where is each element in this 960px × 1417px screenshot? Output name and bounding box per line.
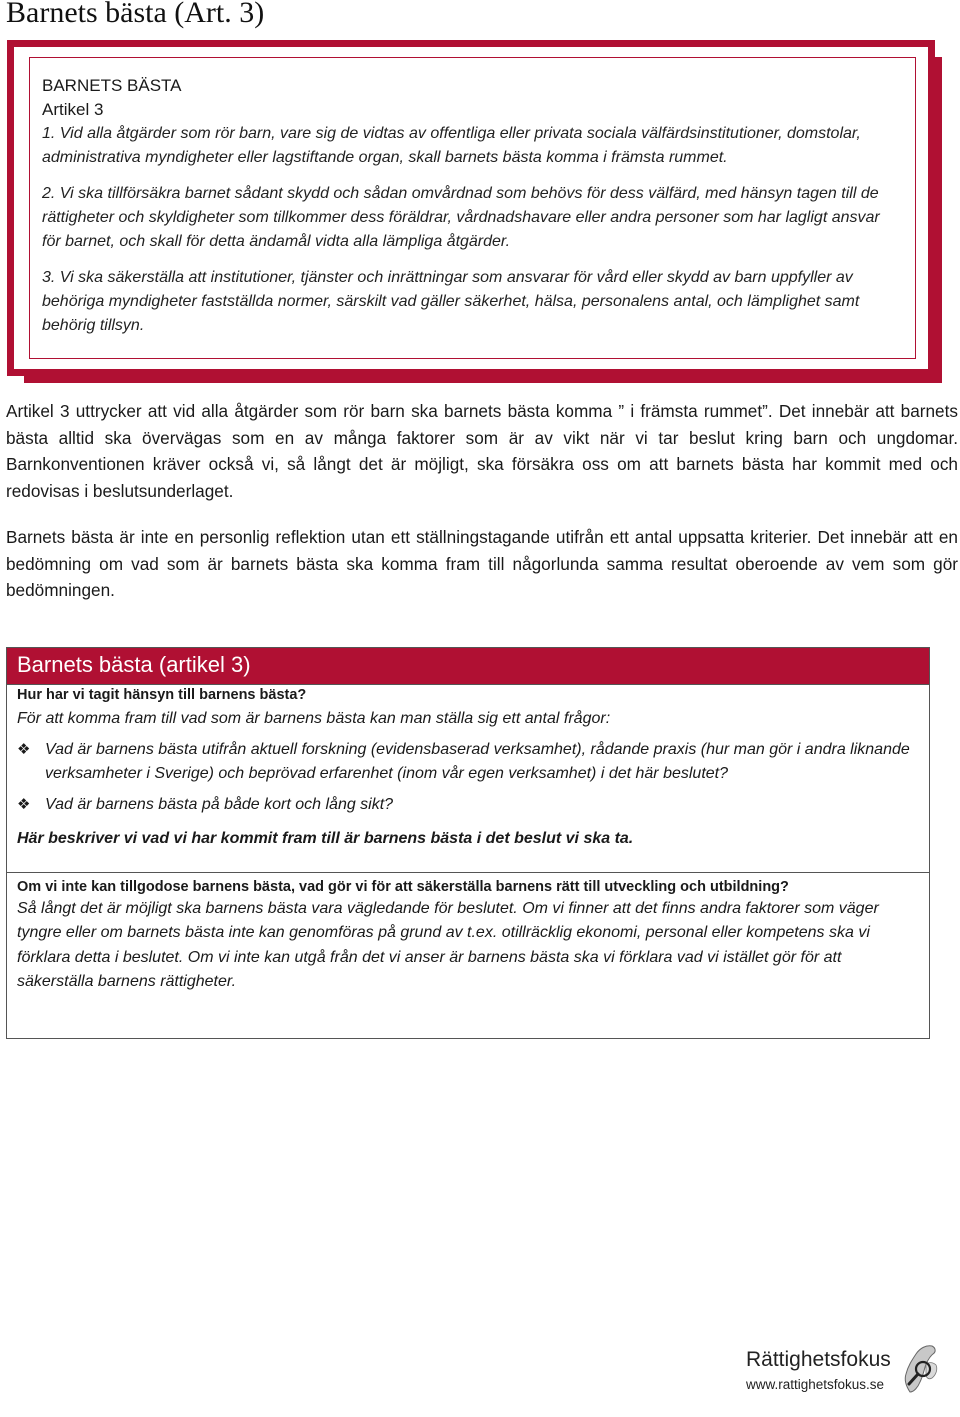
diamond-bullet-icon: ❖ xyxy=(17,795,31,813)
form-box xyxy=(6,647,930,1039)
page-title: Barnets bästa (Art. 3) xyxy=(6,0,265,29)
form-header: Barnets bästa (artikel 3) xyxy=(7,648,929,684)
article-quote-inner xyxy=(29,57,916,359)
form-section-1 xyxy=(7,705,929,852)
logo-name: Rättighetsfokus xyxy=(746,1348,891,1371)
form-bullet-text: Vad är barnens bästa på både kort och lång sikt? xyxy=(45,795,394,813)
form-question-2: Om vi inte kan tillgodose barnens bästa, vad gör vi för att säkerställa barnens rätt till utveckling och utbildning? xyxy=(17,878,789,895)
footer-logo xyxy=(746,1346,946,1406)
form-answer-2: Så långt det är möjligt ska barnens bästa vara vägledande för beslutet. Om vi finner att det finns andra faktorer som väger tyngre eller om barnets bästa inte kan genomföras på grund av t.ex. otillräcklig ekonomi, personal eller kompetens ska vi förklara detta i beslutet. Om vi inte kan utgå från det vi anser är barnens bästa ska vi förklara vad vi istället gör för att säkerställa barnens rättigheter. xyxy=(17,899,879,990)
body-paragraph-2: Barnets bästa är inte en personlig reflektion utan ett ställningstagande utifrån ett antal uppsatta kriterier. Det innebär att en bedömning om vad som är barnets bästa ska komma fram till någorlunda samma resultat oberoende av vem som gör bedömningen. xyxy=(6,527,958,600)
form-bullet xyxy=(17,793,919,818)
article-paragraph-3: 3. Vi ska säkerställa att institutioner, tjänster och inrättningar som ansvarar för vård eller skydd av barn uppfyller av behöriga myndigheter fastställda normer, särskilt vad gäller säkerhet, hälsa, personalens antal, och lämplighet samt behörig tillsyn. xyxy=(42,269,860,334)
logo-url: www.rattighetsfokus.se xyxy=(746,1377,885,1392)
body-paragraph-1: Artikel 3 uttrycker att vid alla åtgärder som rör barn ska barnets bästa komma ” i främsta rummet”. Det innebär att barnets bästa alltid ska övervägas som en av många faktorer som är av vikt när vi tar beslut kring barn och ungdomar. Barnkonventionen kräver också vi, så långt det är möjligt, ska försäkra oss om att barnets bästa har kommit med och redovisas i beslutsunderlaget. xyxy=(6,401,958,501)
scandinavia-map-icon xyxy=(896,1342,942,1398)
form-bullet-text: Vad är barnens bästa utifrån aktuell forskning (evidensbaserad verksamhet), rådande praxis (hur man gör i andra liknande verksamheter i Sverige) och beprövad erfarenhet (inom vår egen verksamhet) i det här beslutet? xyxy=(45,740,910,782)
article-heading: BARNETS BÄSTA xyxy=(42,76,182,95)
form-bullet xyxy=(17,738,919,787)
form-intro: För att komma fram till vad som är barnens bästa kan man ställa sig ett antal frågor: xyxy=(17,710,611,727)
article-quote-box xyxy=(7,40,935,376)
article-paragraph-1: 1. Vid alla åtgärder som rör barn, vare sig de vidtas av offentliga eller privata sociala välfärdsinstitutioner, domstolar, administrativa myndigheter eller lagstiftande organ, skall barnets bästa komma i främsta rummet. xyxy=(42,125,861,166)
diamond-bullet-icon: ❖ xyxy=(17,740,31,758)
article-paragraph-2: 2. Vi ska tillförsäkra barnet sådant skydd och sådan omvårdnad som behövs för dess välfärd, med hänsyn tagen till de rättigheter och skyldigheter som tillkommer dess föräldrar, vårdnadshavare eller andra personer som har lagligt ansvar för barnet, och skall för detta ändamål vidta alla lämpliga åtgärder. xyxy=(42,185,880,250)
form-section-2 xyxy=(7,873,929,995)
form-question-1: Hur har vi tagit hänsyn till barnens bästa? xyxy=(7,684,929,705)
form-instruction: Här beskriver vi vad vi har kommit fram till är barnens bästa i det beslut vi ska ta. xyxy=(17,830,634,847)
article-subheading: Artikel 3 xyxy=(42,100,104,119)
